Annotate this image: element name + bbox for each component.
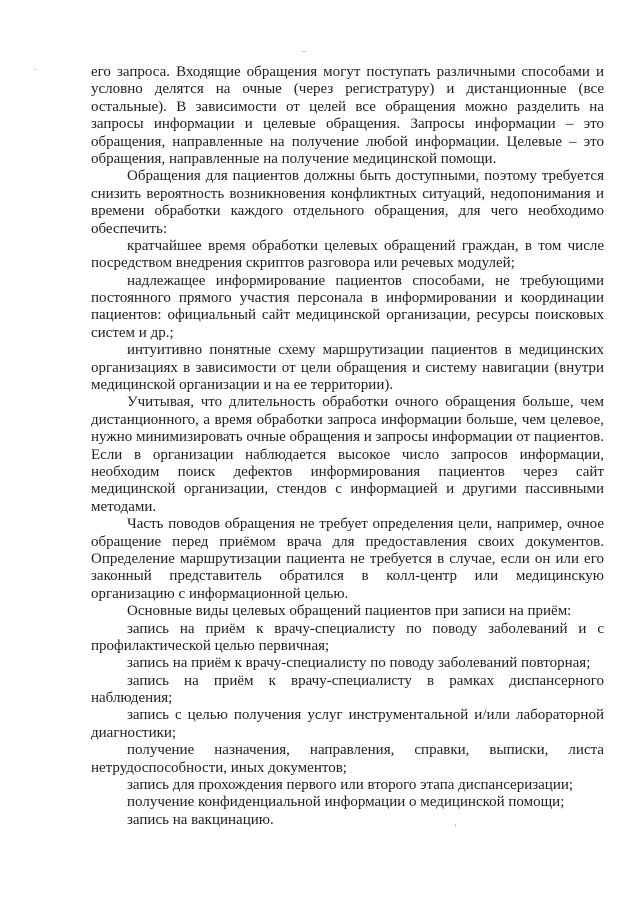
text-fragment: обращение перед приёмом врача для предоставления своих документов. (91, 533, 604, 550)
text-line (91, 116, 604, 133)
text-fragment: запросы информации и целевые обращения. Запросы информации – это (91, 116, 604, 133)
text-line (91, 81, 604, 98)
text-line (91, 394, 604, 411)
text-fragment: дистанционного, а время обработки запроса информации больше, чем целевое, (91, 411, 604, 428)
text-line (91, 534, 604, 551)
text-line (91, 760, 604, 777)
text-line (91, 203, 604, 220)
text-fragment: интуитивно понятные схему маршрутизации пациентов в медицинских (127, 342, 604, 359)
text-line (91, 342, 604, 359)
text-line (91, 429, 604, 446)
text-line (91, 673, 604, 690)
text-line (91, 151, 604, 168)
text-fragment: Основные виды целевых обращений пациентов при записи на приём: (127, 603, 572, 620)
text-fragment: медицинской организации и на ее территории). (91, 377, 394, 394)
text-line (91, 255, 604, 272)
text-line (91, 551, 604, 568)
text-line (91, 707, 604, 724)
text-fragment: запись на вакцинацию. (127, 811, 274, 828)
text-line (91, 638, 604, 655)
text-fragment: Если в организации наблюдается высокое число запросов информации, (91, 446, 604, 463)
text-fragment: запись для прохождения первого или второго этапа диспансеризации; (127, 777, 574, 794)
text-fragment: обеспечить: (91, 220, 168, 237)
text-fragment: постоянного прямого участия персонала в информировании и координации (91, 290, 604, 307)
text-line (91, 603, 604, 620)
text-line (91, 812, 604, 829)
text-fragment: обращения, направленные на получение любой информации. Целевые – это (91, 133, 604, 150)
text-line (91, 221, 604, 238)
text-fragment: организациях в зависимости от цели обращения и систему навигации (внутри (91, 359, 604, 376)
text-fragment: законный представитель обратился в колл-центр или медицинскую (91, 568, 604, 585)
text-line (91, 690, 604, 707)
text-line (91, 742, 604, 759)
text-fragment: условно делятся на очные (через регистратуру) и дистанционные (все (91, 81, 604, 98)
document-body (91, 64, 604, 829)
text-line (91, 794, 604, 811)
text-line (91, 64, 604, 81)
text-line (91, 464, 604, 481)
text-fragment: профилактической целью первичная; (91, 637, 330, 654)
text-line (91, 377, 604, 394)
text-fragment: запись на приём к врачу-специалисту по поводу заболеваний повторная; (127, 655, 591, 672)
text-fragment: Обращения для пациентов должны быть доступными, поэтому требуется (127, 168, 604, 185)
text-fragment: медицинской организации, стендов с информацией и другими пассивными (91, 481, 604, 498)
text-fragment: надлежащее информирование пациентов способами, не требующими (127, 272, 604, 289)
text-fragment: необходим поиск дефектов информирования пациентов через сайт (91, 463, 604, 480)
text-line (91, 186, 604, 203)
text-fragment: пациентов: официальный сайт медицинской организации, ресурсы поисковых (91, 307, 604, 324)
text-fragment: времени обработки каждого отдельного обращения, для чего необходимо (91, 203, 604, 220)
text-fragment: диагностики; (91, 724, 177, 741)
text-fragment: его запроса. Входящие обращения могут поступать различными способами и (91, 64, 604, 80)
text-line (91, 568, 604, 585)
text-fragment: Часть поводов обращения не требует определения цели, например, очное (127, 516, 604, 533)
text-line (91, 168, 604, 185)
text-fragment: нетрудоспособности, иных документов; (91, 759, 347, 776)
text-fragment: наблюдения; (91, 690, 173, 707)
text-line (91, 307, 604, 324)
text-fragment: снизить вероятность возникновения конфликтных ситуаций, недопонимания и (91, 185, 604, 202)
text-fragment: методами. (91, 498, 157, 515)
text-fragment: запись с целью получения услуг инструментальной и/или лабораторной (127, 707, 604, 724)
text-line (91, 499, 604, 516)
text-line (91, 481, 604, 498)
text-line (91, 273, 604, 290)
text-fragment: посредством внедрения скриптов разговора или речевых модулей; (91, 255, 515, 272)
text-line (91, 777, 604, 794)
text-fragment: Учитывая, что длительность обработки очного обращения больше, чем (127, 394, 604, 411)
text-line (91, 586, 604, 603)
text-line (91, 621, 604, 638)
text-line (91, 360, 604, 377)
text-fragment: остальные). В зависимости от целей все обращения можно разделить на (91, 98, 604, 115)
text-line (91, 516, 604, 533)
text-line (91, 447, 604, 464)
text-fragment: запись на приём к врачу-специалисту в рамках диспансерного (127, 672, 604, 689)
text-fragment: получение назначения, направления, справки, выписки, листа (127, 742, 604, 759)
text-line (91, 325, 604, 342)
text-line (91, 99, 604, 116)
text-line (91, 134, 604, 151)
text-fragment: обращения, направленные на получение медицинской помощи. (91, 150, 497, 167)
text-fragment: систем и др.; (91, 324, 174, 341)
text-line (91, 655, 604, 672)
text-line (91, 238, 604, 255)
text-fragment: получение конфиденциальной информации о медицинской помощи; (127, 794, 565, 811)
text-line (91, 412, 604, 429)
text-fragment: запись на приём к врачу-специалисту по поводу заболеваний и с (127, 620, 604, 637)
scan-speck (302, 51, 306, 52)
text-fragment: организацию с информационной целью. (91, 585, 349, 602)
text-fragment: кратчайшее время обработки целевых обращений граждан, в том числе (127, 237, 604, 254)
text-line (91, 290, 604, 307)
text-fragment: Определение маршрутизации пациента не требуется в случае, если он или его (91, 550, 604, 567)
text-fragment: нужно минимизировать очные обращения и запросы информации от пациентов. (91, 429, 604, 446)
text-line (91, 725, 604, 742)
scan-speck (34, 69, 36, 70)
